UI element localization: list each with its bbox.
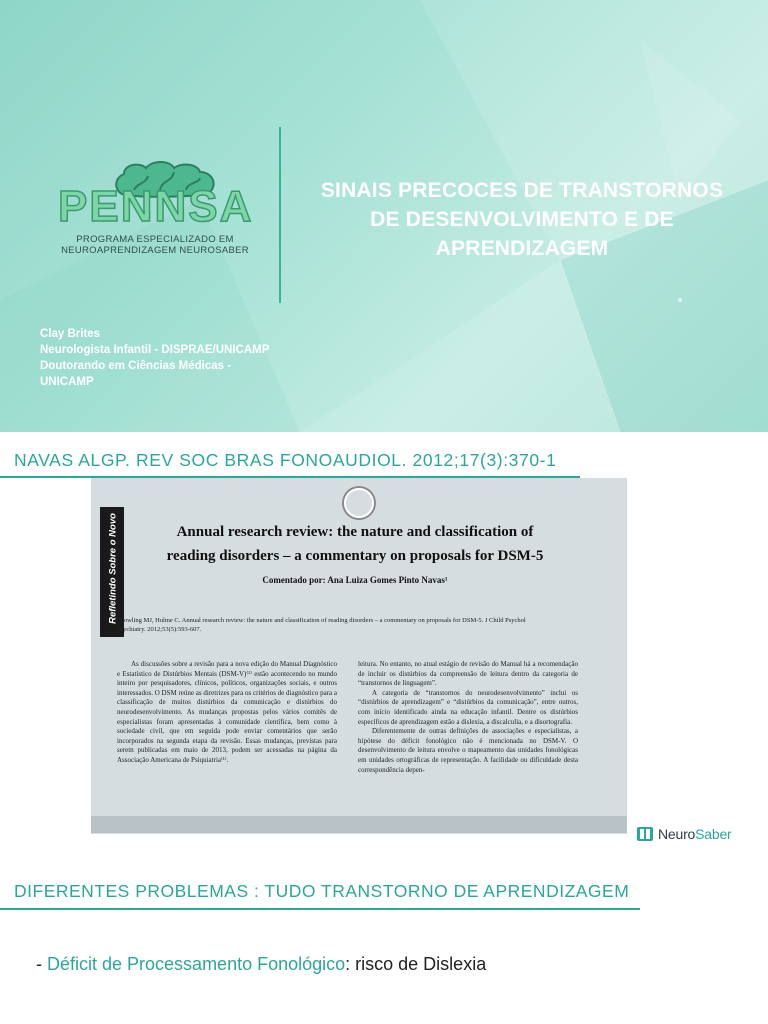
bullet-dash: - (36, 954, 47, 974)
logo-wordmark: PENNSA (58, 182, 254, 231)
paper-right-paragraph3: Diferentemente de outras definições de associações e especialistas, a hipótese do déficit fonológico não é mencionada no DSM-V. O desenvolvimento de leitura envolve o mapeamento das unidades fonológicas em unidades ortográficas de representação. A facilidade ou dificuldade desta correspondência depen- (358, 727, 578, 774)
bullet-highlight: Déficit de Processamento Fonológico (47, 954, 346, 974)
logo-subtitle (50, 234, 260, 256)
slide-title-line1: SINAIS PRECOCES DE TRANSTORNOS (320, 179, 724, 202)
paper-right-paragraph2: A categoria de “transtornos do neurodesenvolvimento” inclui os “distúrbios de aprendizagem” e “distúrbios da comunicação”, entre outros, com início identificado ainda na educação infantil. Dentre os distúrbios específicos de aprendizagem estão a dislexia, a discalculia, e a disortografia. (358, 688, 578, 726)
logo-subtitle-line2: NEUROAPRENDIZAGEM NEUROSABER (61, 245, 249, 256)
paper-commented-by: Comentado por: Ana Luiza Gomes Pinto Navas¹ (262, 575, 448, 585)
title-slide (0, 0, 768, 432)
neurosaber-logo (636, 822, 732, 846)
logo-subtitle-line1: PROGRAMA ESPECIALIZADO EM (76, 234, 234, 245)
reference-heading: NAVAS ALGP. REV SOC BRAS FONOAUDIOL. 2012;17(3):370-1 (14, 450, 557, 470)
title-divider (279, 127, 281, 303)
section-underline (0, 908, 640, 910)
paper-title-line2: reading disorders – a commentary on proposals for DSM-5 (166, 548, 544, 564)
slide-title-line2: DE DESENVOLVIMENTO E DE (370, 208, 674, 231)
ring-icon (344, 488, 374, 518)
pennsa-logo (50, 160, 260, 260)
paper-title-line1: Annual research review: the nature and classification of (176, 524, 534, 540)
slide-title (296, 176, 748, 263)
paper-citation (117, 616, 617, 634)
side-tab-label: Refletindo Sobre o Novo (107, 513, 119, 624)
paper-title (140, 520, 570, 568)
book-icon (636, 825, 654, 843)
author-name: Clay Brites (40, 328, 101, 340)
author-block (40, 326, 300, 390)
paper-right-paragraph1: leitura. No entanto, no atual estágio de revisão do Manual há a recomendação de incluir os distúrbios da compreensão de leitura dentro da categoria de “transtornos de linguagem”. (358, 660, 578, 688)
bullet-rest: : risco de Dislexia (345, 954, 487, 974)
paper-citation-line2: Psychiatry. 2012;53(5):593-607. (117, 626, 202, 633)
bullet-item (36, 954, 486, 975)
brand-part2: Saber (695, 826, 732, 842)
section-heading: DIFERENTES PROBLEMAS : TUDO TRANSTORNO DE APRENDIZAGEM (14, 881, 630, 901)
slide-title-line3: APRENDIZAGEM (435, 237, 609, 260)
paper-citation-line1: Snowling MJ, Hulme C. Annual research review: the nature and classification of reading disorders – a commentary on proposals for DSM-5. J Child Psychol (117, 617, 526, 624)
brand-part1: Neuro (658, 826, 696, 842)
reference-slide (0, 432, 768, 864)
paper-footer-bar (91, 816, 627, 833)
paper-column-left: As discussões sobre a revisão para a nova edição do Manual Diagnóstico e Estatístico de Distúrbios Mentais (DSM-V)⁽¹⁾ estão acontecendo no mundo inteiro por pesquisadores, clínicos, políticos, organizações sociais, e outros interessados. O DSM reúne as diretrizes para os critérios de diagnóstico para a classificação de muitos distúrbios da comunicação e distúrbios do neurodesenvolvimento. As mudanças propostas pelos vários comitês de especialistas foram apresentadas à comunidade científica, bem como à sociedade civil, que em seguida pode enviar comentários que serão incorporados na segunda etapa da revisão. Essas mudanças, previstas para serem publicadas em maio de 2013, podem ser acessadas na página da Associação Americana de Psiquiatria⁽¹⁾. (117, 660, 337, 764)
author-role: Neurologista Infantil - DISPRAE/UNICAMP (40, 344, 270, 356)
problems-slide (0, 864, 768, 1024)
neurosaber-wordmark (658, 826, 732, 842)
author-degree-line2: UNICAMP (40, 376, 94, 388)
paper-column-right (358, 660, 578, 775)
author-degree-line1: Doutorando em Ciências Médicas - (40, 360, 232, 372)
